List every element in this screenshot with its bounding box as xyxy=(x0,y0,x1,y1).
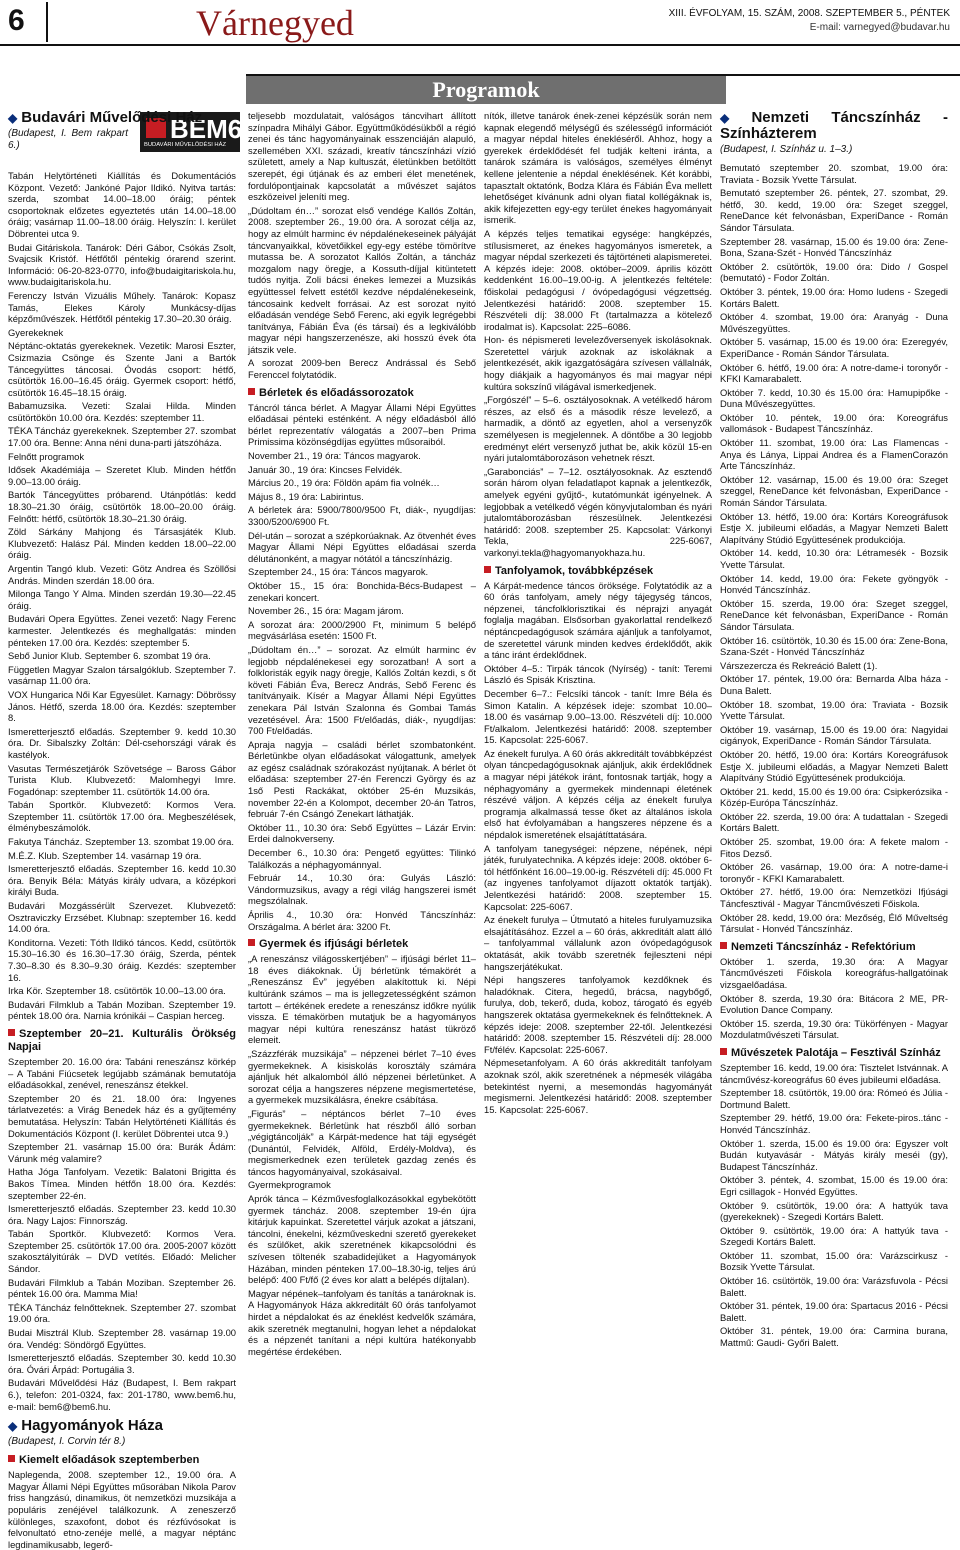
program-item: Október 13. hétfő, 19.00 óra: Kortárs Koreográfusok Estje X. jubileumi előadás, a Magyar Nemzeti Balett Alapítvány Stúdió Együttesének produkciója. xyxy=(720,510,948,545)
square-bullet-icon xyxy=(720,1048,727,1055)
program-item: A tanfolyam tanegységei: népzene, népének, népi játék, furulyatechnika. A képzés ideje: 2008. október 6-tól hétfőnként 16.00–19.00-ig. Részvételi díj: 45.000 Ft (az ingyenes tanfolyamot díjazott oktatók tartják). Jelentkezési határidő: 2008. szeptember 15. Kapcsolat: 225-6067. xyxy=(484,842,712,912)
program-item: Október 4–5.: Tirpák táncok (Nyírség) - tanít: Teremi László és Spisák Krisztina. xyxy=(484,662,712,686)
program-item: Október 11. szombat, 19.00 óra: Las Flamencas - Anya és Lánya, Lippai Andrea és a FlamenCorazón Arte Táncszínház. xyxy=(720,437,948,472)
program-item: Október 5. vasárnap, 15.00 és 19.00 óra: Ezeregyév, ExperiDance - Román Sándor Társulata. xyxy=(720,336,948,359)
square-bullet-icon xyxy=(248,388,255,395)
subheading: Bérletek és előadássorozatok xyxy=(248,387,476,400)
venue-title: ◆ Hagyományok Háza xyxy=(8,1417,163,1435)
program-item: Október 16. csütörtök, 19.00 óra: Varázsfuvola - Pécsi Balett. xyxy=(720,1275,948,1298)
program-list xyxy=(8,170,236,1022)
program-item: Október 11., 10.30 óra: Sebő Együttes – Lázár Ervin: Erdei dalnokverseny. xyxy=(248,821,476,845)
program-item: Október 1. szerda, 19.30 óra: A Magyar Táncművészeti Főiskola koreográfus-hallgatóinak vizsgaelőadása. xyxy=(720,955,948,990)
program-item: Október 26. vasárnap, 19.00 óra: A notre-dame-i toronyőr - KFKI Kamarabalett. xyxy=(720,861,948,884)
program-item: Magyar népének–tanfolyam és tanítás a tanároknak is. A Hagyományok Háza akkreditált 60 órás tanfolyamot hirdet a népdalokat és az éneklést kedvelők számára, akik szeretnék megtanulni, hogyan lehet a népdalokat és a népzenét tanítani a népi kultúra hatékonyabb megértése érdekében. xyxy=(248,1287,476,1357)
program-item: Március 20., 19 óra: Földön apám fia volnék… xyxy=(248,477,440,489)
column-2 xyxy=(248,110,476,1465)
subheading: Művészetek Palotája – Fesztivál Színház xyxy=(720,1047,948,1060)
program-item: Tabán Helytörténeti Kiállítás és Dokumentációs Központ. Vezető: Jankóné Pajor Ildikó. Nyitva tartás: szerda, szombat 14.00–18.00 óráig; péntek csoportoknak előzetes egyeztetés után 14.00–18.00 óráig; vasárnap 11.00–18.00 óráig. Helyszín: I. kerület Döbrentei utca 9. xyxy=(8,170,236,239)
program-item: Szeptember 18. csütörtök, 19.00 óra: Rómeó és Júlia - Dortmund Balett. xyxy=(720,1087,948,1110)
program-item: Vasutas Természetjárók Szövetsége – Baross Gábor Turista Klub. Klubvezető: Malomhegyi Imre. Fogadónap: szeptember 11. csütörtök 14.00 óra. xyxy=(8,762,236,797)
program-item: Sebő Junior Klub. September 6. szombat 19 óra. xyxy=(8,650,211,662)
program-item: Szeptember 20 és 21. 18.00 óra: Ingyenes tárlatvezetés: a Virág Benedek ház és a gyűjtemény bemutatása. Helyszín: Tabán Helytörténeti Kiállítás és Dokumentációs Központ (I. kerület Döbrentei utca 9.) xyxy=(8,1092,236,1139)
program-item: Ferenczy István Vizuális Műhely. Tanárok: Kopasz Tamás, Elekes Károly Munkácsy-díjas képzőművészek. Hétfőtől péntekig 17.30–20.30 óráig. xyxy=(8,289,236,325)
program-item: Bartók Táncegyüttes próbarend. Utánpótlás: kedd 18.30–21.30 óráig, csütörtök 18.00–20.00 óráig. Felnőtt: hétfő, csütörtök 18.30–21.30 óráig. xyxy=(8,489,236,524)
program-item: Budavári Mozgássérült Szervezet. Klubvezető: Osztraviczky Erzsébet. Klubnap: szeptember 16. kedd 14.00 óra. xyxy=(8,900,236,935)
program-item: Bemutató szeptember 20. szombat, 19.00 óra: Traviata - Bozsik Yvette Társulat. xyxy=(720,162,948,185)
program-item: Tabán Sportkör. Klubvezető: Kormos Vera. Szeptember 11. csütörtök 17.00 óra. Megbeszélések, élménybeszámolók. xyxy=(8,799,236,834)
program-item: Várszezercza és Rekreáció Balett (1). xyxy=(720,659,878,671)
square-bullet-icon xyxy=(8,1455,15,1462)
program-item: Október 19. vasárnap, 15.00 és 19.00 óra: Nagyidai cigányok, ExperiDance - Román Sándor Társulata. xyxy=(720,723,948,747)
program-item: Október 25. szombat, 19.00 óra: A fekete malom - Fitos Dezső. xyxy=(720,836,948,859)
program-item: Konditorna. Vezeti: Tóth Ildikó táncos. Kedd, csütörtök 15.30–16.30 és 16.30–17.30 óráig, Szerda, péntek 7.30–8.30 és 8.30–9.30 óráig. Kezdés: szeptember 16. xyxy=(8,936,236,983)
program-item: Október 15. szerda, 19.00 óra: Szeget szeggel, ReneDance két felvonásban, ExperiDance - Román Sándor Társulata. xyxy=(720,597,948,632)
program-item: Budavári Filmklub a Tabán Moziban. Szeptember 19. péntek 18.00 óra. Narnia krónikái – Caspian herceg. xyxy=(8,998,236,1022)
program-item: TÉKA Táncház gyerekeknek. Szeptember 27. szombat 17.00 óra. Benne: Anna néni duna-parti játszóháza. xyxy=(8,425,236,449)
program-item: November 21., 19 óra: Táncos magyarok. xyxy=(248,450,421,462)
program-item: nítók, illetve tanárok ének-zenei képzésük során nem kapnak elegendő mélységű és szélességű információt a magyar népdal hiteles énekléséről. Ahhoz, hogy a gyerekek érdeklődését fel tudják kelteni iránta, a tanárok számára is valóságos, személyes élményt kellene jelentenie a népdal éneklésének. Két korábbi, tapasztalt oktatónk, Bodza Klára és Fábián Éva mellett lehetőséget kívánunk adni olyan fiatal kollégáknak is, akik kifejezetten egy-egy terület énekes hagyományait ismerik. xyxy=(484,110,712,226)
program-item: „Garabonciás” – 7–12. osztályosoknak. Az esztendő során három olyan feladatlapot kapnak a jelentkezők, amelyek egyéni gyűjtő-, kutatómunkát igényelnek. A legjobbak a vetélkedő végén könyvjutalomban és nyári jutalomtáborozásban részesülnek. Jelentkezési határidő: 2008. szeptember 25. Kapcsolat: Várkonyi Tekla, 225-6067, varkonyi.tekla@hagyomanyokhaza.hu. xyxy=(484,465,712,558)
program-list xyxy=(8,1469,236,1550)
program-list xyxy=(484,110,712,559)
program-list xyxy=(720,162,948,935)
program-item: Október 12. vasárnap, 15.00 és 19.00 óra: Szeget szeggel, ReneDance két felvonásban, ExperiDance - Román Sándor Társulata. xyxy=(720,473,948,509)
program-item: Október 10. péntek, 19.00 óra: Koreográfus vallomások - Budapest Táncszínház. xyxy=(720,411,948,435)
header-rule xyxy=(0,44,960,46)
program-item: Szeptember 16. kedd, 19.00 óra: Tisztelet Istvánnak. A táncművész-koreográfus 60 éves jubileumi előadása. xyxy=(720,1061,948,1085)
column-3 xyxy=(484,110,712,1465)
program-item: Október 16. csütörtök, 10.30 és 15.00 óra: Zene-Bona, Szana-Szét - Honvéd Táncszínház xyxy=(720,634,948,658)
program-item: Október 2. csütörtök, 19.00 óra: Dido / Gospel (bemutató) - Fodor Zoltán. xyxy=(720,260,948,284)
program-item: Szeptember 24., 15 óra: Táncos magyarok. xyxy=(248,566,429,578)
program-list xyxy=(248,110,476,381)
program-item: A sorozat ára: 2000/2900 Ft, minimum 5 belépő megvásárlása esetén: 1500 Ft. xyxy=(248,618,476,642)
program-item: Független Magyar Szalon társalgóklub. Szeptember 7. vasárnap 11.00 óra. xyxy=(8,663,236,687)
program-list xyxy=(248,402,476,933)
program-item: Népi hangszeres tanfolyamok kezdőknek és haladóknak. Citera, hegedű, brácsa, nagybőgő, furulya, dob, tekerő, duda, koboz, tárogató és egyéb hangszerek oktatása gyermekeknek és felnőtteknek. A képzés ideje: 2008. szeptember 22-től. Jelentkezési határidő: 2008. szeptember 15. Részvételi díj: 28.000 Ft/félév. Kapcsolat: 225-6067. xyxy=(484,974,712,1055)
program-item: teljesebb mozdulatait, valóságos táncvihart állított színpadra Mihályi Gábor. Együttműködésükből a régió zenei és tánc hagyományainak esszenciáján alapuló, szellemében XXI. századi, kreatív táncszínházi vízió született, amely a Nap kultuszát, életünkben betöltött szerepét, égi útjának és az emberi élet menetének, fordulópontjainak kapcsolatát a művészet sajátos eszközeivel jeleníti meg. xyxy=(248,110,476,203)
program-item: November 26., 15 óra: Magam járom. xyxy=(248,605,404,617)
email-line: E-mail: varnegyed@budavar.hu xyxy=(809,22,950,33)
program-item: Tabán Sportkör. Klubvezető: Kormos Vera. Szeptember 25. csütörtök 17.00 óra. 2005-2007 között szakosztályitúrák – DVD vetítés. Előadó: Melicher Sándor. xyxy=(8,1228,236,1275)
program-item: Szeptember 29. hétfő, 19.00 óra: Fekete-piros..tánc - Honvéd Táncszínház. xyxy=(720,1112,948,1135)
program-item: Felnőtt programok xyxy=(8,450,85,462)
program-item: TÉKA Táncház felnőtteknek. Szeptember 27. szombat 19.00 óra. xyxy=(8,1301,236,1325)
program-item: Február 14., 10.30 óra: Gulyás László: Vándormuzsikus, avagy a régi világ hangszerei ismét megszólalnak. xyxy=(248,872,476,907)
diamond-icon: ◆ xyxy=(720,111,748,125)
logo-caption: BUDAVÁRI MŰVELŐDÉSI HÁZ xyxy=(144,142,227,148)
subheading: Tanfolyamok, továbbképzések xyxy=(484,565,712,578)
venue-address: (Budapest, I. Bem rakpart 6.) xyxy=(8,128,128,151)
diamond-icon: ◆ xyxy=(8,1419,18,1434)
venue-address: (Budapest, I. Corvin tér 8.) xyxy=(8,1436,126,1448)
program-item: Dél-után – sorozat a szépkorúaknak. Az ötvenhét éves Magyar Állami Népi Együttes előadásai szerda délutánonként, a magyar nótától a táncszínházig. xyxy=(248,529,476,564)
program-item: Január 30., 19 óra: Kincses Felvidék. xyxy=(248,463,403,475)
program-item: „Százzférák muzsikája” – népzenei bérlet 7–10 éves gyermekeknek. A kisiskolás korosztály számára ajánljuk hét alkalomból álló népzenei bérletünket. A sorozat célja a hangszeres népzene megismertetése, a gyermekek muzsikálásra, énekre csábítása. xyxy=(248,1047,476,1106)
subheading: Kiemelt előadások szeptemberben xyxy=(8,1454,236,1467)
subheading: Szeptember 20–21. Kulturális Örökség Napjai xyxy=(8,1027,236,1053)
program-item: Október 1. szerda, 15.00 és 19.00 óra: Egyszer volt Budán kutyavásár - Mátyás király meséi (gy), Budapest Táncszínház. xyxy=(720,1137,948,1172)
program-list xyxy=(720,956,948,1041)
program-item: Április 4., 10.30 óra: Honvéd Táncszínház: Országalma. A bérlet ára: 3200 Ft. xyxy=(248,909,476,932)
program-list xyxy=(720,1062,948,1349)
program-item: „Dúdoltam én…” – sorozat. Az elmúlt harminc év legjobb népdalénekesei egy sorozatban! A sort a folkloristák egyik nagy öregje, Kallós Zoltán kezdi, s őt követi Fábián Éva, Berecz András, Sebő Ferenc és tanítványaik. Kísér a Magyar Állami Népi Együttes zenekara Pál István Szalonna és Gombai Tamás vezetésével. Ára: 1500 Ft/előadás, diák-, nyugdíjas: 700 Ft/előadás. xyxy=(248,643,476,737)
page-number: 6 xyxy=(8,4,25,37)
program-item: Fakutya Táncház. Szeptember 13. szombat 19.00 óra. xyxy=(8,836,234,848)
program-item: Október 6. hétfő, 19.00 óra: A notre-dame-i toronyőr - KFKI Kamarabalett. xyxy=(720,361,948,385)
program-item: Október 9. csütörtök, 19.00 óra: A hattyúk tava (gyerekeknek) - Szegedi Kortárs Balett. xyxy=(720,1199,948,1223)
program-item: Az énekelt furulya. A 60 órás akkreditált továbbképzést olyan táncpedagógusoknak ajánljuk, akik érdeklődnek a magyar népi játékok iránt, fontosnak tartják, hogy a néphagyomány a gyermekek mindennapi életének részévé váljon. A képzés célja az énekelt furulya programja alkalmassá tesse őket az általános iskola első hat évfolyamában a hangszeres népzene és a népdalok ismeretének elsajátíttatására. xyxy=(484,747,712,841)
venue-address: (Budapest, I. Színház u. 1–3.) xyxy=(720,144,853,155)
program-item: Ismeretterjesztő előadás. Szeptember 23. kedd 10.30 óra. Nagy Lajos: Finnország. xyxy=(8,1203,236,1226)
header-divider xyxy=(46,2,48,42)
program-item: Zöld Sárkány Mahjong és Társasjáték Klub. Klubvezető: Halász Pál. Minden kedden 18.00–22.00 óráig. xyxy=(8,526,236,561)
program-item: Néptánc-oktatás gyerekeknek. Vezetik: Marosi Eszter, Csizmazia Csönge és Szente Jani a Bartók Táncegyüttes táncosai. Óvodás csoport: hétfő, csütörtök 16.00–16.45 óráig. Gyermek csoport: hétfő, csütörtök 16.45–18.15 óráig. xyxy=(8,340,236,398)
program-item: A bérletek ára: 5900/7800/9500 Ft, diák-, nyugdíjas: 3300/5200/6900 Ft. xyxy=(248,504,476,527)
program-item: Október 18. szombat, 19.00 óra: Traviata - Bozsik Yvette Társulat. xyxy=(720,698,948,722)
program-item: A Kárpát-medence táncos öröksége. Folytatódik az a 60 órás tanfolyam, amely négy tájegység táncos, népzenei, táncfolklorisztikai és néprajzi anyagát foglalja magában. Elsősorban gyakorlattal rendelkező néptáncpedagógusok számára ajánljuk a tanfolyamot, de szeretettel várunk minden kedves érdeklődőt, akik a tánc iránt érdeklődnek. xyxy=(484,579,712,661)
program-item: M.É.Z. Klub. Szeptember 14. vasárnap 19 óra. xyxy=(8,849,202,861)
subheading: Gyermek és ifjúsági bérletek xyxy=(248,938,476,951)
program-item: Népmesetanfolyam. A 60 órás akkreditált tanfolyam azoknak szól, akik szeretnének a népmesék világába betekintést nyerni, a mesemondás hagyományát megismerni. Jelentkezési határidő: 2008. szeptember 15. Kapcsolat: 225-6067. xyxy=(484,1057,712,1115)
page-header xyxy=(0,0,960,44)
program-item: Szeptember 21. vasárnap 15.00 óra: Burák Ádám: Várunk még valamire? xyxy=(8,1141,236,1164)
column-4 xyxy=(720,110,948,1465)
program-item: Bemutató szeptember 26. péntek, 27. szombat, 29. hétfő, 30. kedd, 19.00 óra: Szeget szeggel, ReneDance két felvonásban, ExperiDance - Román Sándor Társulata. xyxy=(720,187,948,233)
program-list xyxy=(248,953,476,1357)
program-item: December 6–7.: Felcsíki táncok - tanít: Imre Béla és Simon Katalin. A képzések ideje: szombat 10.00–18.00 és vasárnap 9.00–13.00. Részvételi díj: 10.000 Ft/alkalom. Jelentkezési határidő: 2008. szeptember 15. Kapcsolat: 225-6067. xyxy=(484,687,712,746)
program-item: Ismeretterjesztő előadás. Szeptember 9. kedd 10.30 óra. Dr. Sibalszky Zoltán: Dél-csehországi várak és kastélyok. xyxy=(8,725,236,760)
program-item: December 6., 10.30 óra: Pengető együttes: Tilinkó Találkozás a néphagyománnyal. xyxy=(248,847,476,870)
program-item: Október 20. hétfő, 19.00 óra: Kortárs Koreográfusok Estje X. jubileumi előadás, a Magyar Nemzeti Balett Alapítvány Stúdió Együttesének produkciója. xyxy=(720,748,948,784)
venue-title: ◆ Budavári Művelődési Ház xyxy=(8,109,203,126)
diamond-icon: ◆ xyxy=(8,111,18,125)
program-item: Budai Gitáriskola. Tanárok: Déri Gábor, Csókás Zsolt, Svajcsik Kristóf. Hétfőtől péntekig órarend szerint. Információ: 06-20-823-0770, info@budaigitariskola.hu, www.budaigitariskola.hu. xyxy=(8,241,236,288)
program-item: Idősek Akadémiája – Szeretet Klub. Minden hétfőn 9.00–13.00 óráig. xyxy=(8,464,236,487)
program-item: Irka Kör. Szeptember 18. csütörtök 10.00–13.00 óra. xyxy=(8,985,226,997)
section-title: Programok xyxy=(246,76,726,104)
program-item: Október 14. kedd, 10.30 óra: Létramesék - Bozsik Yvette Társulat. xyxy=(720,547,948,570)
program-item: „Forgószél” – 5–6. osztályosoknak. A vetélkedő három részes, az első és a második része levelező, a harmadik, a döntő az egyetlen, ahol a versenyzők személyesen is megjelennek. A döntőbe a 30 legjobb eredményt elért versenyző juthat be, akik közül 15-en nyári jutalomtáborozáson vehetnek részt. xyxy=(484,394,712,464)
square-bullet-icon xyxy=(248,939,255,946)
square-bullet-icon xyxy=(8,1029,15,1036)
program-item: Október 3. péntek, 4. szombat, 15.00 és 19.00 óra: Egri csillagok - Honvéd Együttes. xyxy=(720,1174,948,1197)
program-item: Október 22. szerda, 19.00 óra: A tudattalan - Szegedi Kortárs Balett. xyxy=(720,810,948,834)
program-item: Babamuzsika. Vezeti: Szalai Hilda. Minden csütörtökön 10.00 óra. Kezdés: szeptember 11. xyxy=(8,400,236,423)
program-item: Október 31. péntek, 19.00 óra: Spartacus 2016 - Pécsi Balett. xyxy=(720,1300,948,1323)
program-item: Aprók tánca – Kézművesfoglalkozásokkal egybekötött gyermek táncház. 2008. szeptember 19-én újra kitárjuk kapuinkat. Szeretettel várjuk azokat a játszani, táncolni, énekelni, kézműveskedni szerető gyerekeket és szülőket, akik szeretnének kikapcsolódni és szívesen töltenék szabadidejüket a Hagyományok Házában, minden pénteken 17.00–18.30-ig, teljes árú belépő: 400 Ft/fő (2 éves kor alatt a belépés díjtalan). xyxy=(248,1193,476,1286)
program-item: „Dúdoltam én…” sorozat első vendége Kallós Zoltán, 2008. szeptember 26., 19.00 óra. A sorozat célja az, hogy az elmúlt harminc év népdalénekeseinek pályáját táncvanyaikkal, követőikkel egy-egy estébe tömörítve mutassa be. A sorozatot Kallós Zoltán, a táncház mozgalom nagy öregje, a Kossuth-díjjal kitüntetett tudós nyitja. Zoli bácsi énekes lemezei a Muzsikás együttessel felvett estétől kezdve népdalénekeseink, táncosaink kedvelt forrásai. Az est sorozat nyitó előadásán vendége Sebő Ferenc, aki egyik legrégebbi tanítványa, Fábián Éva (és társai) és a legkiválóbb magyar népi hangszerzenésze, aki hosszú évek óta játszik vele. xyxy=(248,204,476,355)
program-item: Naplegenda, 2008. szeptember 12., 19.00 óra. A Magyar Állami Népi Együttes műsorában Nikola Parov friss hangzású, dinamikus, öt nemzetközi muzsikája a populáris zenéjével találkozunk. A zeneszerző különleges, szaxofont, dobot és rézfúvósokat is felvonultató etno-zenéje mellé, a magyar néptánc legdinamikusabb, legerő- xyxy=(8,1469,236,1550)
program-item: Október 8. szerda, 19.30 óra: Bitácora 2 ME, PR-Evolution Dance Company. xyxy=(720,992,948,1016)
program-item: Táncról tánca bérlet. A Magyar Állami Népi Együttes előadásai pénteki esténként. A négy előadásból álló bérlet reprezentatív válogatás a 2007–ben Prima Primissima közönségdíjas együttes műsoraiból. xyxy=(248,401,476,448)
program-item: A képzés teljes tematikai egysége: hangképzés, stílusismeret, az énekes hagyományos ismeretek, a magyar népdal szerkezeti és tájtörténeti alapismeretei. A képzés ideje: 2008. október–2009. április között keddenként 16.00–19.00-ig. A jelentkezés feltétele: főiskolai pedagógusi / óvópedagógusi végzettség. Jelentkezési határidő: 2008. szeptember 15. Részvételi díj: 38.000 Ft (tartalmazza a kötelező irodalmat is). Kapcsolat: 225–6086. xyxy=(484,227,712,332)
program-item: Argentin Tangó klub. Vezeti: Götz Andrea és Szöllősi András. Minden szerdán 18.00 óra. xyxy=(8,563,236,586)
program-item: Budai Misztrál Klub. Szeptember 28. vasárnap 19.00 óra. Vendég: Söndörgő Együttes. xyxy=(8,1327,236,1350)
program-item: Budavári Opera Együttes. Zenei vezető: Nagy Ferenc karmester. Jelentkezés és meghallgatás: minden pénteken 17.00 óra. Kezdés: szeptember 5. xyxy=(8,613,236,648)
program-item: VOX Hungarica Női Kar Egyesület. Karnagy: Döbrössy János. Hétfő, szerda 18.00 óra. Kezdés: szeptember 8. xyxy=(8,688,236,724)
program-item: Budavári Filmklub a Tabán Moziban. Szeptember 26. péntek 16.00 óra. Mamma Mia! xyxy=(8,1276,236,1300)
square-bullet-icon xyxy=(720,942,727,949)
program-item: Milonga Tango Y Alma. Minden szerdán 19.30—22.45 óráig. xyxy=(8,588,236,611)
program-item: Ismeretterjesztő előadás. Szeptember 30. kedd 10.30 óra. Óvári Árpád: Portugália 3. xyxy=(8,1352,236,1375)
venue-title: ◆ Nemzeti Táncszínház - Színházterem xyxy=(720,109,948,142)
program-list xyxy=(8,1056,236,1412)
logo-text: BEM6 xyxy=(170,114,243,144)
program-item: A sorozat 2009-ben Berecz Andrással és Sebő Ferenccel folytatódik. xyxy=(248,357,476,381)
program-item: Október 3. péntek, 19.00 óra: Homo ludens - Szegedi Kortárs Balett. xyxy=(720,285,948,309)
program-item: Október 9. csütörtök, 19.00 óra: A hattyúk tava - Szegedi Kortárs Balett. xyxy=(720,1224,948,1248)
program-item: „Figurás” – néptáncos bérlet 7–10 éves gyermekeknek. Bérletünk hat részből álló sorban „végigtáncolják” a Kárpát-medence hat táji egységét (Dunántúl, Felvidék, Alföld, Erdély-Moldva), és megismerkednek ezen területek gazdag zenés és táncos hagyományaival, szokásaival. xyxy=(248,1107,476,1177)
masthead: Várnegyed xyxy=(196,3,354,43)
program-item: Hon- és népismereti levelezőversenyek iskolásoknak. Szeretettel várjuk azoknak az iskoláknak a jelentkezését, akik igazgatóságára szívesen vállalnák, hogy diákjaik a hagyományos és mai magyar népi kultúra sokszínű világával ismerkedjenek. xyxy=(484,334,712,392)
subheading: Nemzeti Táncszínház - Refektórium xyxy=(720,941,948,954)
issue-line: XIII. ÉVFOLYAM, 15. SZÁM, 2008. SZEPTEMBER 5., PÉNTEK xyxy=(668,8,950,19)
program-item: Az énekelt furulya – Útmutató a hiteles furulyamuzsika elsajátításához. Ezzel a – 60 órás, akkreditált alatt álló – tanfolyammal vállalunk azon óvópedagógusok oktatását, akik tovább szeretnék fejleszteni népi hangszerjátékukat. xyxy=(484,914,712,972)
program-item: Szeptember 28. vasárnap, 15.00 és 19.00 óra: Zene-Bona, Szana-Szét - Honvéd Táncszínház xyxy=(720,235,948,259)
program-list xyxy=(484,580,712,1116)
program-item: „A reneszánsz világosskertjében” – ifjúsági bérlet 11–18 éves diákoknak. Új bérletünk témakörét a „Reneszánsz Év” jegyében alakítottuk ki. Népi kultúránk számos – ma is jellegzetességként számon tartott – értékének eredete a reneszánsz időkre nyúlik vissza. E témakörben mutatjuk be a hagyományos magyar népi kultúra reneszánsz hatást tükröző elemeit. xyxy=(248,953,476,1046)
program-item: Október 31. péntek, 19.00 óra: Carmina burana, Mattmű: Gaudi- Győri Balett. xyxy=(720,1325,948,1349)
program-item: Október 17. péntek, 19.00 óra: Bernarda Alba háza - Duna Balett. xyxy=(720,673,948,696)
program-item: Gyermekprogramok xyxy=(248,1179,331,1191)
program-item: Október 15., 15 óra: Bonchida-Bécs-Budapest – zenekari koncert. xyxy=(248,579,476,603)
program-item: Hatha Jóga Tanfolyam. Vezetik: Balatoni Brigitta és Bakos Tímea. Minden hétfőn 18.00 óra. Kezdés: szeptember 22-én. xyxy=(8,1166,236,1201)
column-1 xyxy=(8,109,236,1550)
program-item: Gyerekeknek xyxy=(8,326,64,338)
program-item: Ismeretterjesztő előadás. Szeptember 16. kedd 10.30 óra. Benyik Béla: Mátyás király udvara, a középkori királyi Buda. xyxy=(8,863,236,898)
program-item: Október 21. kedd, 15.00 és 19.00 óra: Csipkerózsika - Közép-Európa Táncszínház. xyxy=(720,785,948,809)
program-item: Május 8., 19 óra: Labirintus. xyxy=(248,490,364,502)
program-item: Október 14. kedd, 19.00 óra: Fekete gyöngyök - Honvéd Táncszínház. xyxy=(720,572,948,596)
program-item: Október 15. szerda, 19.30 óra: Tükörfényen - Magyar Mozdulatművészeti Társulat. xyxy=(720,1017,948,1041)
program-item: Október 11. szombat, 15.00 óra: Varázscirkusz - Bozsik Yvette Társulat. xyxy=(720,1249,948,1273)
square-bullet-icon xyxy=(484,566,491,573)
program-item: Budavári Művelődési Ház (Budapest, I. Bem rakpart 6.), telefon: 201-0324, fax: 201-1780, www.bem6.hu, e-mail: bem6@bem6.hu. xyxy=(8,1377,236,1412)
program-item: Október 28. kedd, 19.00 óra: Mezőség, Élő Műveltség Társulat - Honvéd Táncszínház. xyxy=(720,911,948,935)
program-item: Apraja nagyja – családi bérlet szombatonként. Bérletünkbe olyan előadásokat válogattunk, amelyek az egész családnak szórakozást nyújtanak. A bérlet öt előadása: szeptember 27-én Ferenczi György és az 1ső Pesti Rackákat, október 25-én Muzsikás, november 22-én a Kolompot, december 20-án Tatros, február 7-én Csángó Zenekart láthatják. xyxy=(248,738,476,820)
program-item: Szeptember 20. 16.00 óra: Tabáni reneszánsz körkép – A Tabáni Fiúcsetek legújabb számának bemutatója előadásokkal, zenével, reneszánsz étekkel. xyxy=(8,1055,236,1091)
program-item: Október 7. kedd, 10.30 és 15.00 óra: Hamupipőke - Duna Művészegyüttes. xyxy=(720,386,948,410)
program-item: Október 4. szombat, 19.00 óra: Aranyág - Duna Művészegyüttes. xyxy=(720,311,948,334)
program-item: Október 27. hétfő, 19.00 óra: Nemzetközi Ifjúsági Táncfesztivál - Magyar Táncművészeti Főiskola. xyxy=(720,886,948,910)
